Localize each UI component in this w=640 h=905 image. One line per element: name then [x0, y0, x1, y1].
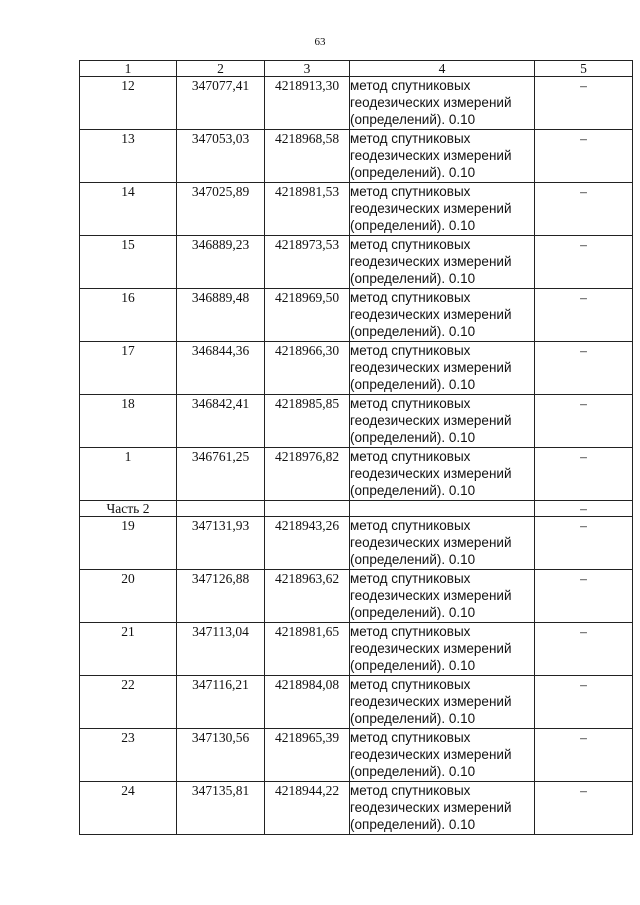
coordinate-y: 4218984,08 — [265, 676, 350, 729]
dash-mark: – — [535, 183, 633, 236]
coordinate-x: 347113,04 — [177, 623, 265, 676]
method-description — [350, 448, 535, 501]
method-line: метод спутниковых — [350, 624, 471, 639]
method-description — [350, 77, 535, 130]
point-number: 24 — [80, 782, 177, 835]
column-header: 4 — [350, 61, 535, 77]
method-line: геодезических измерений — [350, 800, 512, 815]
dash-mark: – — [535, 289, 633, 342]
table-row — [80, 676, 633, 729]
coordinate-x: 346889,48 — [177, 289, 265, 342]
method-line: (определений). 0.10 — [350, 430, 476, 445]
method-line: геодезических измерений — [350, 201, 512, 216]
method-line: метод спутниковых — [350, 518, 471, 533]
table-row — [80, 77, 633, 130]
method-line: геодезических измерений — [350, 466, 512, 481]
method-line: метод спутниковых — [350, 184, 471, 199]
method-description — [350, 623, 535, 676]
coordinate-y: 4218973,53 — [265, 236, 350, 289]
dash-mark: – — [535, 77, 633, 130]
column-header: 2 — [177, 61, 265, 77]
method-description — [350, 782, 535, 835]
method-line: (определений). 0.10 — [350, 324, 476, 339]
dash-mark: – — [535, 501, 633, 517]
method-line: геодезических измерений — [350, 694, 512, 709]
section-label: Часть 2 — [80, 501, 177, 517]
coordinate-x: 347131,93 — [177, 517, 265, 570]
method-line: (определений). 0.10 — [350, 658, 476, 673]
method-line: (определений). 0.10 — [350, 817, 476, 832]
column-header: 5 — [535, 61, 633, 77]
coordinate-y: 4218981,53 — [265, 183, 350, 236]
coordinate-y: 4218963,62 — [265, 570, 350, 623]
method-line: геодезических измерений — [350, 148, 512, 163]
dash-mark: – — [535, 782, 633, 835]
method-line: метод спутниковых — [350, 783, 471, 798]
point-number: 18 — [80, 395, 177, 448]
coordinate-x: 346889,23 — [177, 236, 265, 289]
dash-mark: – — [535, 342, 633, 395]
coordinate-y: 4218965,39 — [265, 729, 350, 782]
point-number: 16 — [80, 289, 177, 342]
method-line: (определений). 0.10 — [350, 764, 476, 779]
coordinate-y: 4218976,82 — [265, 448, 350, 501]
method-line: метод спутниковых — [350, 131, 471, 146]
column-header: 3 — [265, 61, 350, 77]
dash-mark: – — [535, 729, 633, 782]
table-row — [80, 570, 633, 623]
table-row — [80, 729, 633, 782]
section-row — [80, 501, 633, 517]
point-number: 13 — [80, 130, 177, 183]
method-line: геодезических измерений — [350, 588, 512, 603]
method-line: метод спутниковых — [350, 290, 471, 305]
coordinate-x: 347130,56 — [177, 729, 265, 782]
method-line: геодезических измерений — [350, 95, 512, 110]
coordinates-table — [79, 60, 633, 835]
method-line: метод спутниковых — [350, 730, 471, 745]
coordinate-x: 346842,41 — [177, 395, 265, 448]
point-number: 23 — [80, 729, 177, 782]
empty-cell — [265, 501, 350, 517]
method-line: (определений). 0.10 — [350, 483, 476, 498]
coordinate-y: 4218981,65 — [265, 623, 350, 676]
method-line: метод спутниковых — [350, 571, 471, 586]
method-description — [350, 729, 535, 782]
dash-mark: – — [535, 448, 633, 501]
method-line: геодезических измерений — [350, 254, 512, 269]
point-number: 20 — [80, 570, 177, 623]
method-line: геодезических измерений — [350, 535, 512, 550]
page-number: 63 — [314, 36, 326, 48]
dash-mark: – — [535, 570, 633, 623]
method-description — [350, 130, 535, 183]
point-number: 1 — [80, 448, 177, 501]
coordinate-y: 4218969,50 — [265, 289, 350, 342]
coordinates-table-body — [80, 61, 633, 835]
coordinate-x: 347053,03 — [177, 130, 265, 183]
dash-mark: – — [535, 676, 633, 729]
coordinate-y: 4218966,30 — [265, 342, 350, 395]
table-row — [80, 395, 633, 448]
dash-mark: – — [535, 395, 633, 448]
table-row — [80, 289, 633, 342]
method-description — [350, 342, 535, 395]
coordinate-y: 4218943,26 — [265, 517, 350, 570]
method-line: метод спутниковых — [350, 449, 471, 464]
coordinate-y: 4218913,30 — [265, 77, 350, 130]
dash-mark: – — [535, 623, 633, 676]
table-row — [80, 342, 633, 395]
point-number: 14 — [80, 183, 177, 236]
method-description — [350, 517, 535, 570]
method-line: метод спутниковых — [350, 677, 471, 692]
table-header-row — [80, 61, 633, 77]
point-number: 22 — [80, 676, 177, 729]
coordinate-x: 346844,36 — [177, 342, 265, 395]
method-line: (определений). 0.10 — [350, 552, 476, 567]
method-line: геодезических измерений — [350, 307, 512, 322]
coordinate-y: 4218985,85 — [265, 395, 350, 448]
method-line: (определений). 0.10 — [350, 112, 476, 127]
method-description — [350, 289, 535, 342]
method-line: геодезических измерений — [350, 360, 512, 375]
dash-mark: – — [535, 517, 633, 570]
method-line: метод спутниковых — [350, 343, 471, 358]
table-row — [80, 517, 633, 570]
method-line: (определений). 0.10 — [350, 377, 476, 392]
method-line: метод спутниковых — [350, 78, 471, 93]
table-row — [80, 448, 633, 501]
coordinate-x: 347077,41 — [177, 77, 265, 130]
coordinate-x: 347135,81 — [177, 782, 265, 835]
table-row — [80, 782, 633, 835]
method-line: геодезических измерений — [350, 641, 512, 656]
method-description — [350, 236, 535, 289]
empty-cell — [350, 501, 535, 517]
coordinate-x: 347025,89 — [177, 183, 265, 236]
method-description — [350, 676, 535, 729]
point-number: 21 — [80, 623, 177, 676]
point-number: 19 — [80, 517, 177, 570]
point-number: 12 — [80, 77, 177, 130]
coordinate-x: 347116,21 — [177, 676, 265, 729]
method-line: геодезических измерений — [350, 413, 512, 428]
table-row — [80, 130, 633, 183]
method-line: метод спутниковых — [350, 237, 471, 252]
column-header: 1 — [80, 61, 177, 77]
dash-mark: – — [535, 130, 633, 183]
table-row — [80, 236, 633, 289]
table-row — [80, 623, 633, 676]
coordinate-x: 346761,25 — [177, 448, 265, 501]
dash-mark: – — [535, 236, 633, 289]
method-line: (определений). 0.10 — [350, 711, 476, 726]
point-number: 17 — [80, 342, 177, 395]
coordinate-y: 4218968,58 — [265, 130, 350, 183]
method-description — [350, 395, 535, 448]
coordinate-x: 347126,88 — [177, 570, 265, 623]
method-line: (определений). 0.10 — [350, 218, 476, 233]
method-line: (определений). 0.10 — [350, 605, 476, 620]
table-row — [80, 183, 633, 236]
method-description — [350, 183, 535, 236]
method-line: геодезических измерений — [350, 747, 512, 762]
method-line: (определений). 0.10 — [350, 165, 476, 180]
method-line: метод спутниковых — [350, 396, 471, 411]
point-number: 15 — [80, 236, 177, 289]
coordinate-y: 4218944,22 — [265, 782, 350, 835]
method-line: (определений). 0.10 — [350, 271, 476, 286]
method-description — [350, 570, 535, 623]
empty-cell — [177, 501, 265, 517]
